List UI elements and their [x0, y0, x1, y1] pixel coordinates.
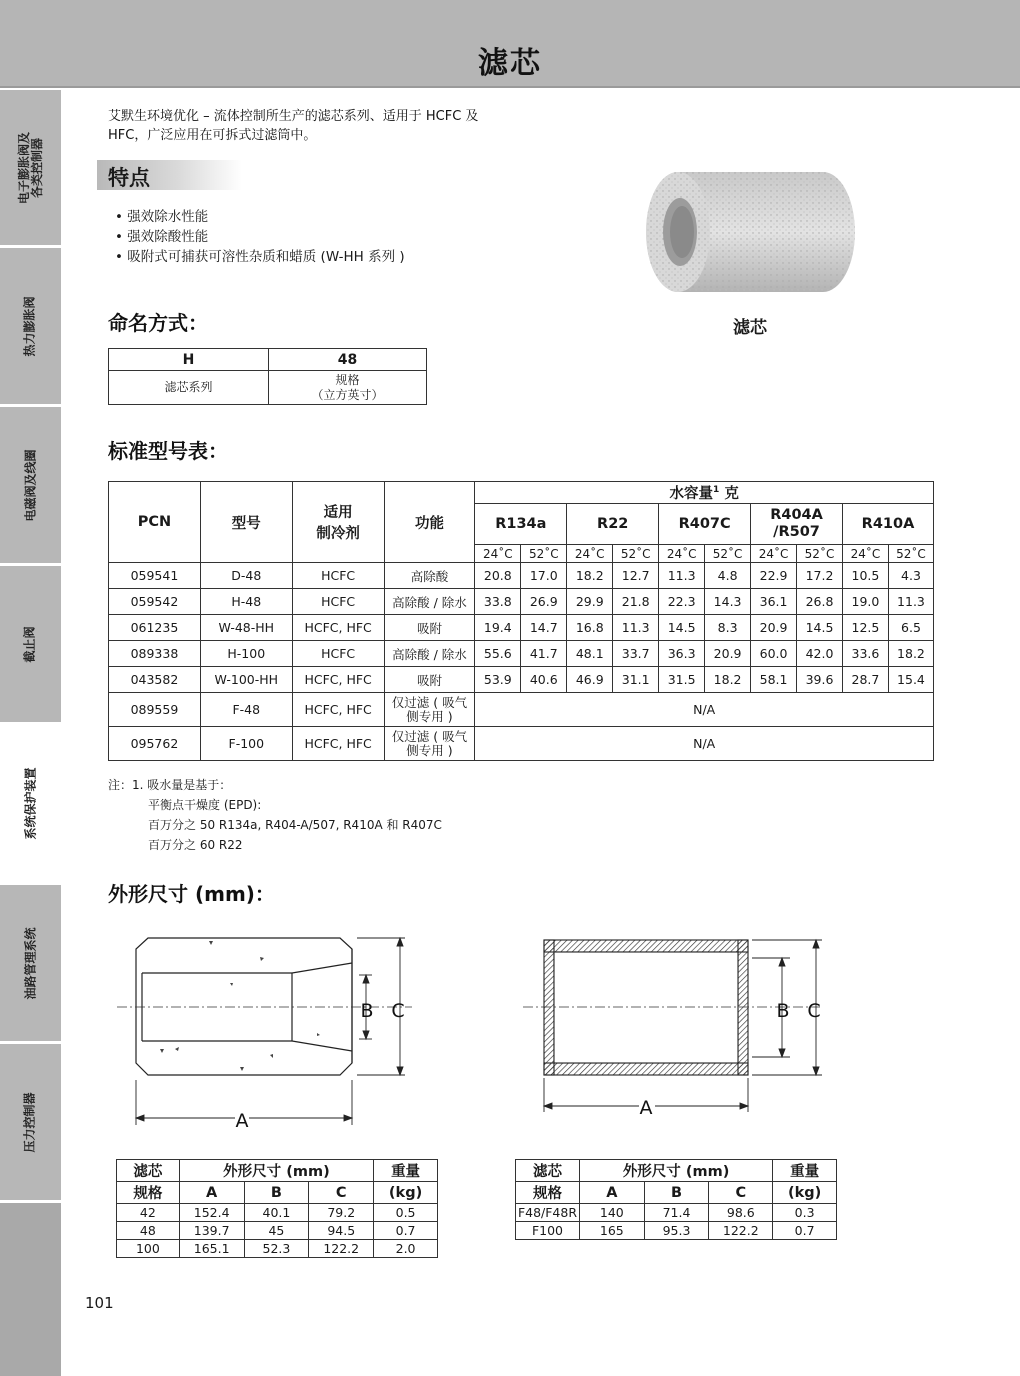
footnote-line: 注：1. 吸水量是基于： — [108, 778, 232, 792]
cell-model: W-100-HH — [200, 667, 292, 693]
temp-header: 52˚C — [888, 545, 933, 563]
table-cell: 40.1 — [244, 1204, 309, 1222]
table-cell: 0.5 — [374, 1204, 438, 1222]
naming-code: 48 — [269, 349, 427, 371]
cell-capacity: 11.3 — [888, 589, 933, 615]
cell-capacity: 17.0 — [521, 563, 567, 589]
col-header-core: 滤芯 — [516, 1160, 580, 1182]
cell-capacity: 17.2 — [797, 563, 843, 589]
table-row — [109, 615, 934, 641]
dimensions-table-hollow — [515, 1159, 837, 1240]
table-cell: 140 — [579, 1204, 644, 1222]
col-header-function: 功能 — [384, 482, 475, 563]
table-cell: 165.1 — [179, 1240, 244, 1258]
cell-capacity: 11.3 — [659, 563, 705, 589]
table-cell: F100 — [516, 1222, 580, 1240]
col-header-weight: (kg) — [773, 1182, 837, 1204]
cell-function: 吸附 — [384, 615, 475, 641]
table-row — [109, 589, 934, 615]
col-header-pcn: PCN — [109, 482, 201, 563]
hollow-core-drawing — [520, 930, 830, 1120]
naming-table — [108, 348, 427, 405]
cell-capacity: 31.5 — [659, 667, 705, 693]
table-cell: 98.6 — [709, 1204, 773, 1222]
table-cell: 79.2 — [309, 1204, 374, 1222]
cell-capacity: 4.3 — [888, 563, 933, 589]
naming-desc: 滤芯系列 — [109, 371, 269, 405]
table-cell: F48/F48R — [516, 1204, 580, 1222]
refrigerant-header — [751, 504, 843, 545]
cell-model: H-48 — [200, 589, 292, 615]
cell-function: 吸附 — [384, 667, 475, 693]
feature-item: • 强效除酸性能 — [115, 227, 405, 247]
cell-pcn: 043582 — [109, 667, 201, 693]
side-tab-solenoid-valves[interactable] — [0, 407, 61, 566]
col-header-weight: 重量 — [374, 1160, 438, 1182]
col-header-core: 滤芯 — [117, 1160, 180, 1182]
intro-line: 艾默生环境优化 – 流体控制所生产的滤芯系列、适用于 HCFC 及 — [108, 109, 479, 124]
cell-capacity: 31.1 — [613, 667, 659, 693]
col-header-a: A — [579, 1182, 644, 1204]
cell-pcn: 089559 — [109, 693, 201, 727]
footnote — [108, 775, 442, 855]
naming-desc: （立方英寸） — [311, 387, 384, 402]
naming-heading: 命名方式： — [108, 311, 208, 335]
temp-header: 52˚C — [797, 545, 843, 563]
col-header-dims: 外形尺寸 (mm) — [179, 1160, 373, 1182]
cell-capacity: 14.7 — [521, 615, 567, 641]
cell-capacity: 46.9 — [567, 667, 613, 693]
cell-capacity: 14.5 — [659, 615, 705, 641]
cell-function — [384, 727, 475, 761]
cell-capacity: 20.9 — [751, 615, 797, 641]
cell-function-line: 仅过滤 ( 吸气 — [391, 694, 468, 710]
cell-refrigerant: HCFC, HFC — [292, 693, 384, 727]
footnote-mark: 1 — [713, 485, 720, 496]
cell-capacity: 14.3 — [705, 589, 751, 615]
dim-label-c: C — [807, 1000, 821, 1022]
table-cell: 42 — [117, 1204, 180, 1222]
cell-na: N/A — [475, 693, 934, 727]
table-row — [117, 1204, 438, 1222]
table-cell: 122.2 — [709, 1222, 773, 1240]
cell-refrigerant: HCFC — [292, 563, 384, 589]
table-row — [117, 1222, 438, 1240]
features-heading-box — [97, 160, 242, 190]
cell-capacity: 4.8 — [705, 563, 751, 589]
feature-list — [115, 207, 405, 267]
cell-capacity: 26.9 — [521, 589, 567, 615]
table-row — [516, 1204, 837, 1222]
dim-label-a: A — [235, 1110, 249, 1132]
side-tab-label: 电磁阀及线圈 — [23, 448, 38, 522]
cell-capacity: 33.7 — [613, 641, 659, 667]
cell-function: 高除酸 / 除水 — [384, 641, 475, 667]
table-cell: 48 — [117, 1222, 180, 1240]
table-cell: 52.3 — [244, 1240, 309, 1258]
features-heading: 特点 — [108, 166, 150, 190]
cell-capacity: 12.5 — [842, 615, 888, 641]
cell-capacity: 42.0 — [797, 641, 843, 667]
cell-model: W-48-HH — [200, 615, 292, 641]
cell-capacity: 33.8 — [475, 589, 521, 615]
col-header-text: 水容量 — [669, 486, 714, 502]
cell-refrigerant: HCFC, HFC — [292, 615, 384, 641]
table-cell: 95.3 — [644, 1222, 709, 1240]
cell-capacity: 10.5 — [842, 563, 888, 589]
table-row — [117, 1240, 438, 1258]
col-header-c: C — [709, 1182, 773, 1204]
table-cell: 0.3 — [773, 1204, 837, 1222]
table-cell: 0.7 — [773, 1222, 837, 1240]
cell-capacity: 6.5 — [888, 615, 933, 641]
cell-model: F-48 — [200, 693, 292, 727]
intro-line: HFC，广泛应用在可拆式过滤筒中。 — [108, 128, 317, 143]
col-header-weight: (kg) — [374, 1182, 438, 1204]
dim-label-b: B — [360, 1000, 374, 1022]
cell-capacity: 20.9 — [705, 641, 751, 667]
side-tab-label: 系统保护装置 — [23, 767, 38, 840]
side-tab-shutoff-valves[interactable] — [0, 566, 61, 725]
side-tab-label: 电子膨胀阀及 — [16, 131, 31, 204]
cell-capacity: 15.4 — [888, 667, 933, 693]
col-header-text: 制冷剂 — [316, 526, 360, 542]
cell-model: D-48 — [200, 563, 292, 589]
col-header-text: /R507 — [773, 524, 820, 540]
cell-capacity: 36.1 — [751, 589, 797, 615]
intro-text — [108, 107, 578, 145]
cell-pcn: 059541 — [109, 563, 201, 589]
side-tab-electronic-valves[interactable] — [0, 90, 61, 248]
dim-label-c: C — [391, 1000, 405, 1022]
col-header-b: B — [244, 1182, 309, 1204]
page-title: 滤芯 — [478, 46, 542, 81]
cell-function-line: 仅过滤 ( 吸气 — [391, 728, 468, 744]
cell-capacity: 19.0 — [842, 589, 888, 615]
filter-core-photo — [638, 160, 858, 295]
cell-na: N/A — [475, 727, 934, 761]
side-tab-label: 热力膨胀阀 — [22, 295, 37, 357]
table-cell: 71.4 — [644, 1204, 709, 1222]
temp-header: 24˚C — [751, 545, 797, 563]
cell-capacity: 40.6 — [521, 667, 567, 693]
cell-capacity: 14.5 — [797, 615, 843, 641]
col-header-text: 克 — [724, 486, 739, 502]
cell-function: 高除酸 — [384, 563, 475, 589]
cell-model: F-100 — [200, 727, 292, 761]
dimensions-table-solid — [116, 1159, 438, 1258]
side-tab-label: 油路管理系统 — [23, 926, 38, 1000]
footnote-line: 百万分之 50 R134a, R404-A/507, R410A 和 R407C — [148, 818, 442, 832]
side-tab-thermal-valves[interactable] — [0, 248, 61, 407]
table-row — [109, 563, 934, 589]
cell-pcn: 059542 — [109, 589, 201, 615]
cell-capacity: 22.9 — [751, 563, 797, 589]
temp-header: 24˚C — [659, 545, 705, 563]
naming-desc: 规格 — [335, 372, 360, 387]
footnote-line: 平衡点干燥度 (EPD): — [148, 798, 262, 812]
temp-header: 52˚C — [613, 545, 659, 563]
dim-label-a: A — [639, 1097, 653, 1119]
cell-function: 高除酸 / 除水 — [384, 589, 475, 615]
cell-capacity: 18.2 — [567, 563, 613, 589]
temp-header: 24˚C — [567, 545, 613, 563]
table-cell: 94.5 — [309, 1222, 374, 1240]
col-header-text: 适用 — [323, 505, 353, 521]
cell-pcn: 089338 — [109, 641, 201, 667]
temp-header: 52˚C — [705, 545, 751, 563]
side-tab-label: 压力控制器 — [22, 1091, 37, 1153]
cell-capacity: 18.2 — [888, 641, 933, 667]
table-cell: 152.4 — [179, 1204, 244, 1222]
side-nav — [0, 90, 61, 1376]
cell-capacity: 21.8 — [613, 589, 659, 615]
solid-core-drawing — [112, 925, 417, 1135]
cell-pcn: 095762 — [109, 727, 201, 761]
dim-label-b: B — [776, 1000, 790, 1022]
cell-capacity: 26.8 — [797, 589, 843, 615]
table-row — [516, 1222, 837, 1240]
col-header-core: 规格 — [516, 1182, 580, 1204]
cell-capacity: 36.3 — [659, 641, 705, 667]
side-tab-label: 截止阀 — [22, 625, 37, 663]
table-cell: 100 — [117, 1240, 180, 1258]
col-header-core: 规格 — [117, 1182, 180, 1204]
side-tab-label: 各类控制器 — [29, 137, 44, 198]
table-cell: 139.7 — [179, 1222, 244, 1240]
col-header-model: 型号 — [200, 482, 292, 563]
cell-capacity: 41.7 — [521, 641, 567, 667]
cell-capacity: 53.9 — [475, 667, 521, 693]
cell-capacity: 20.8 — [475, 563, 521, 589]
col-header-weight: 重量 — [773, 1160, 837, 1182]
refrigerant-header: R22 — [567, 504, 659, 545]
cell-capacity: 39.6 — [797, 667, 843, 693]
cell-function-line: 侧专用 ) — [406, 708, 453, 724]
temp-header: 52˚C — [521, 545, 567, 563]
cell-capacity: 28.7 — [842, 667, 888, 693]
refrigerant-header: R410A — [842, 504, 933, 545]
page-number: 101 — [85, 1294, 114, 1312]
table-cell: 45 — [244, 1222, 309, 1240]
table-row — [109, 641, 934, 667]
cell-capacity: 11.3 — [613, 615, 659, 641]
cell-capacity: 16.8 — [567, 615, 613, 641]
cell-pcn: 061235 — [109, 615, 201, 641]
temp-header: 24˚C — [475, 545, 521, 563]
col-header-a: A — [179, 1182, 244, 1204]
dimensions-heading: 外形尺寸 (mm)： — [108, 882, 275, 906]
side-tab-oil-management[interactable] — [0, 885, 61, 1044]
refrigerant-header: R134a — [475, 504, 567, 545]
cell-refrigerant: HCFC, HFC — [292, 727, 384, 761]
cell-capacity: 60.0 — [751, 641, 797, 667]
col-header-capacity — [475, 482, 934, 504]
table-row — [109, 693, 934, 727]
col-header-text: R404A — [770, 507, 823, 523]
cell-capacity: 58.1 — [751, 667, 797, 693]
col-header-refrigerant — [292, 482, 384, 563]
table-cell: 122.2 — [309, 1240, 374, 1258]
cell-function — [384, 693, 475, 727]
refrigerant-header: R407C — [659, 504, 751, 545]
cell-capacity: 12.7 — [613, 563, 659, 589]
cell-capacity: 18.2 — [705, 667, 751, 693]
table-cell: 0.7 — [374, 1222, 438, 1240]
cell-model: H-100 — [200, 641, 292, 667]
naming-code: H — [109, 349, 269, 371]
footnote-line: 百万分之 60 R22 — [148, 838, 243, 852]
col-header-dims: 外形尺寸 (mm) — [579, 1160, 772, 1182]
cell-capacity: 33.6 — [842, 641, 888, 667]
table-row — [109, 727, 934, 761]
cell-capacity: 8.3 — [705, 615, 751, 641]
side-tab-pressure-controls[interactable] — [0, 1044, 61, 1203]
side-tab-system-protection[interactable] — [0, 725, 61, 885]
photo-caption: 滤芯 — [733, 318, 767, 338]
standard-table — [108, 481, 934, 761]
table-row — [109, 667, 934, 693]
cell-capacity: 19.4 — [475, 615, 521, 641]
standard-heading: 标准型号表： — [108, 439, 228, 463]
cell-refrigerant: HCFC, HFC — [292, 667, 384, 693]
cell-refrigerant: HCFC — [292, 641, 384, 667]
header-bar — [0, 0, 1020, 88]
col-header-c: C — [309, 1182, 374, 1204]
cell-function-line: 侧专用 ) — [406, 742, 453, 758]
cell-capacity: 55.6 — [475, 641, 521, 667]
feature-item: • 吸附式可捕获可溶性杂质和蜡质 (W-HH 系列 ) — [115, 247, 405, 267]
temp-header: 24˚C — [842, 545, 888, 563]
cell-capacity: 48.1 — [567, 641, 613, 667]
feature-item: • 强效除水性能 — [115, 207, 405, 227]
naming-desc-cell — [269, 371, 427, 405]
col-header-b: B — [644, 1182, 709, 1204]
table-cell: 165 — [579, 1222, 644, 1240]
cell-capacity: 22.3 — [659, 589, 705, 615]
cell-refrigerant: HCFC — [292, 589, 384, 615]
cell-capacity: 29.9 — [567, 589, 613, 615]
table-cell: 2.0 — [374, 1240, 438, 1258]
